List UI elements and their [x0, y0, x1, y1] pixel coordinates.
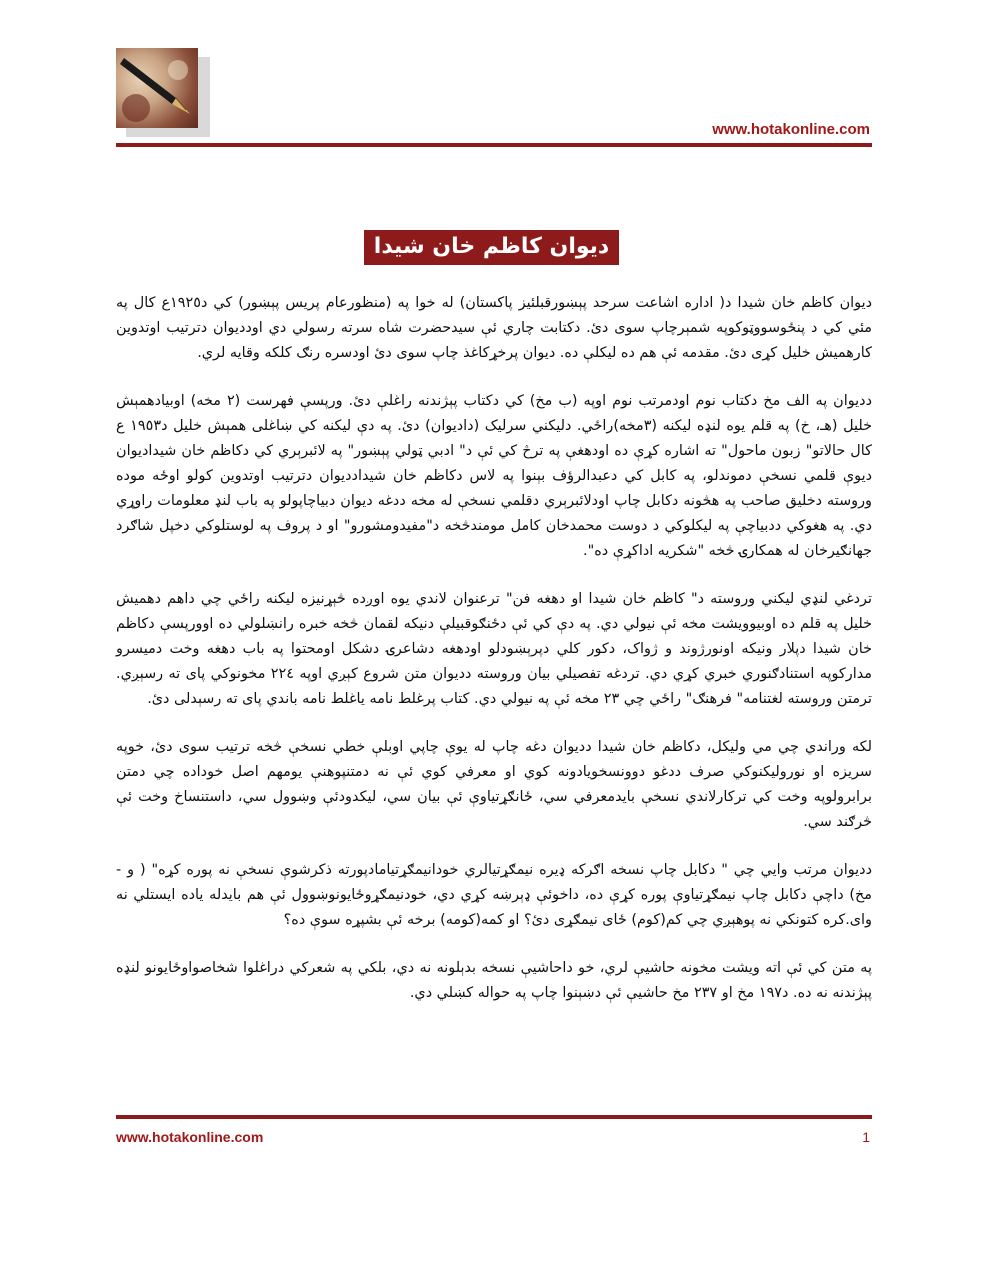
paragraph: لكه وراندي چي مي وليكل، دكاظم خان شيدا ددیوان دغه چاپ له يوې چاپي اوبلې خطي نسخې څخه ترتيب سوی دئ، خوپه سريزه او نوروليكنوكي صرف ددغو دوونسخويادونه كوي او معرفي كوي ئې نه دمتنپوهنې يومهم اصل خوداده چي دمتن برابرولوپه وخت كي تركارلاندي نسخې بايدمعرفي سي، ځانګړتياوې ئې بيان سي، ليكدودئې وښوول سي، داستنساخ وخت ئې څرګند سي.	[116, 739, 872, 830]
footer-site-url[interactable]: www.hotakonline.com	[116, 1129, 264, 1145]
paragraph: دديوان په الف مخ دكتاب نوم اودمرتب نوم اوپه (ب مخ) كي دكتاب پېژندنه راغلې دئ. ورپسې فهرست (٢ مخه) اوبيادهمېش خليل (هـ، خ) په قلم يوه لنډه ليكنه (٣مخه)راځي. دليكني سرليک (دادیوان) دئ. په دې ليكنه كي ښاغلی همېش خليل د١٩٥٣ ع كال حالاتو" زبون ماحول" ته اشاره كړې ده اودهغې په ترڅ كي ئې د" ادبي ټولي پېښور" په لائبرېري كي دكاظم خان شيداديوان ديوې قلمي نسخې دموندلو، په كابل كي دعبدالرؤف بېنوا په لاس دكاظم خان شيدادديوان دترتيب اوتدوين كولو اوځه موده وروسته دخليق صاحب په هڅونه دكابل چاپ اودلائبرېري دقلمي نسخې له مخه ددغه ديوان دبياچاپولو په باب لنډ معلومات راوړي دي. په هغوكي ددبياچې په ليكلوكي د دوست محمدخان كامل مومندڅخه د"مفيدومشورو" او د پروف په لوستلوكي دخپل شاګرد جهانګيرخان له همكارۍ څخه "شكريه اداكړې ده".	[116, 393, 872, 559]
page-number: 1	[862, 1129, 870, 1145]
paragraph: دديوان مرتب وايي چي " دكابل چاپ نسخه اګركه ډيره نيمګړتيالري خودانيمګړتيامادپورته ذكرشوې نسخې نه پوره كړه" ( و - مخ) داچې دكابل چاپ نيمګړتياوې پوره كړې ده، داخوئې ډېرښه كړي دي، خودنيمګړوځايونوښوول ئې هم بايدله ياده ايستلي نه وای.كره كتونكي نه پوهېږي چي كم(كوم) ځای نيمګړی دئ؟ او كمه(كومه) برخه ئې بشپړه سوې ده؟	[116, 862, 872, 928]
paragraph: تردغي لنډي ليكني وروسته د" كاظم خان شيدا او دهغه فن" ترعنوان لاندي يوه اوږده څېړنيزه ليكنه راځي چي داهم دهميش خليل په قلم ده اوبيوويشت مخه ئې نيولي دي. په دې كي ئې دځنګوقبيلې دنيكه لقمان څخه خبره رانښلولي ده اوورپسې دكاظم خان شيدا دپلار ونيكه اونورژوند و ژواک، دكور كلي دپرېښودلو اودهغه دشاعرۍ دشكل اومحتوا په باب دهغه وخت دميسرو مداركوپه استنادګنوري خبري كړي دي. تردغه تفصيلي بيان وروسته دديوان متن شروع كېږي اوپه ٢٢٤ مخونوكي پای ته رسېږي. ترمتن وروسته لغتنامه" فرهنګ" راځي چي ٢٣ مخه ئې په نيولي دي. كتاب پرغلط نامه ياغلط نامه باندي پای ته رسېدلی دئ.	[116, 591, 872, 707]
paragraph: ديوان كاظم خان شيدا د( اداره اشاعت سرحد پېښورقبلئيز پاكستان) له خوا په (منظورعام پريس پېښور) كي د١٩٢٥ع كال په مئي كي د پنځوسووټوكوپه شمېرچاپ سوی دئ. دكتابت چاري ئې سيدحضرت شاه سرته رسولي دي اوددیوان دترتيب اوتدوين كارهميش خليل كړی دئ. مقدمه ئې هم ده ليكلې ده. دیوان پرخړكاغذ چاپ سوی دئ اودسره رنګ كلكه وقايه لري.	[116, 295, 872, 361]
paragraph: په متن كي ئې اته ويشت مخونه حاشيې لري، خو داحاشيې نسخه بدېلونه نه دي، بلكي په شعركي دراغلوا شخاصواوځايونو لنډه پېژندنه نه ده. د١٩٧ مخ او ٢٣٧ مخ حاشيې ئې دښېنوا چاپ په حواله كښلي دي.	[116, 960, 872, 1001]
document-body	[116, 291, 872, 1029]
header-divider	[116, 143, 872, 147]
title-wrapper	[0, 230, 983, 265]
footer-divider	[116, 1115, 872, 1119]
pen-nib-icon	[116, 48, 198, 128]
document-title: ديوان كاظم خان شيدا	[364, 230, 619, 265]
header-site-url[interactable]: www.hotakonline.com	[712, 121, 870, 138]
